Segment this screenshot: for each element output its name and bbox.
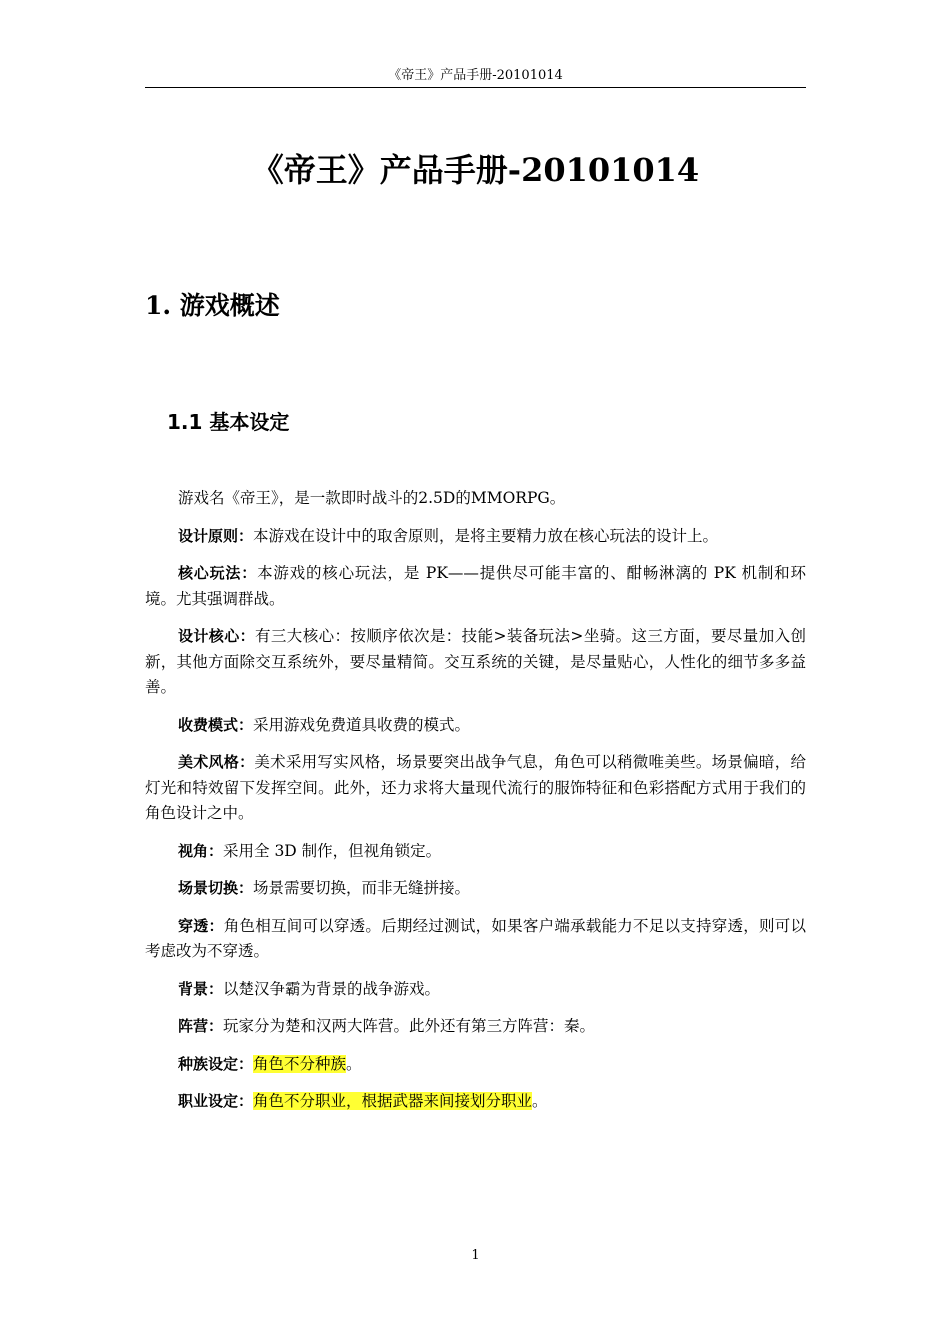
section-heading-1: 1. 游戏概述 xyxy=(145,291,280,320)
paragraph-text: 场景需要切换，而非无缝拼接。 xyxy=(253,879,471,897)
paragraph-suffix: 。 xyxy=(346,1054,362,1073)
paragraph-text: 以楚汉争霸为背景的战争游戏。 xyxy=(223,979,441,998)
paragraph-factions xyxy=(145,1014,806,1040)
section-heading-1-1: 1.1 基本设定 xyxy=(167,410,290,434)
paragraph-label: 职业设定： xyxy=(178,1092,254,1110)
paragraph-label: 视角： xyxy=(178,841,224,860)
paragraph-label: 背景： xyxy=(178,979,224,998)
paragraph-label: 收费模式： xyxy=(178,715,254,734)
paragraph-text: 美术采用写实风格，场景要突出战争气息，角色可以稍微唯美些。场景偏暗，给灯光和特效留下发挥空间。此外，还力求将大量现代流行的服饰特征和色彩搭配方式用于我们的角色设计之中。 xyxy=(145,753,806,822)
paragraph-collision xyxy=(145,914,806,965)
paragraph-text: 采用全 3D 制作，但视角锁定。 xyxy=(223,841,442,860)
paragraph-label: 场景切换： xyxy=(178,879,254,897)
paragraph-scene-switch xyxy=(145,876,806,902)
paragraph-design-core xyxy=(145,624,806,701)
paragraph-text: 本游戏的核心玩法，是 PK——提供尽可能丰富的、酣畅淋漓的 PK 机制和环境。尤其强调群战。 xyxy=(145,564,806,608)
paragraph-payment-model xyxy=(145,713,806,739)
paragraph-background xyxy=(145,977,806,1003)
running-header: 《帝王》产品手册-20101014 xyxy=(388,68,563,83)
paragraph-core-gameplay xyxy=(145,561,806,612)
paragraph-class-setting xyxy=(145,1089,806,1115)
paragraph-camera-view xyxy=(145,839,806,865)
body-text xyxy=(145,486,806,1127)
paragraph-label: 设计核心： xyxy=(178,627,255,645)
document-title: 《帝王》产品手册-20101014 xyxy=(251,151,700,189)
paragraph-label: 设计原则： xyxy=(178,526,254,545)
paragraph-text: 游戏名《帝王》，是一款即时战斗的2.5D的MMORPG。 xyxy=(178,489,566,507)
highlighted-text: 角色不分职业，根据武器来间接划分职业 xyxy=(253,1092,533,1110)
paragraph-game-name xyxy=(145,486,806,512)
paragraph-label: 种族设定： xyxy=(178,1054,254,1073)
header-rule xyxy=(145,87,806,88)
paragraph-label: 阵营： xyxy=(178,1017,224,1035)
paragraph-text: 有三大核心：按顺序依次是：技能>装备玩法>坐骑。这三方面，要尽量加入创新，其他方面除交互系统外，要尽量精简。交互系统的关键，是尽量贴心，人性化的细节多多益善。 xyxy=(145,627,806,696)
paragraph-label: 美术风格： xyxy=(178,753,255,771)
paragraph-text: 本游戏在设计中的取舍原则，是将主要精力放在核心玩法的设计上。 xyxy=(253,526,719,545)
paragraph-art-style xyxy=(145,750,806,827)
paragraph-suffix: 。 xyxy=(532,1092,548,1110)
page-number: 1 xyxy=(471,1248,480,1263)
paragraph-label: 穿透： xyxy=(178,916,224,935)
paragraph-text: 角色相互间可以穿透。后期经过测试，如果客户端承载能力不足以支持穿透，则可以考虑改为不穿透。 xyxy=(145,916,806,960)
paragraph-text: 玩家分为楚和汉两大阵营。此外还有第三方阵营：秦。 xyxy=(223,1017,596,1035)
paragraph-label: 核心玩法： xyxy=(178,564,258,582)
paragraph-race-setting xyxy=(145,1052,806,1078)
paragraph-design-principle xyxy=(145,524,806,550)
paragraph-text: 采用游戏免费道具收费的模式。 xyxy=(253,715,471,734)
highlighted-text: 角色不分种族 xyxy=(253,1054,347,1073)
